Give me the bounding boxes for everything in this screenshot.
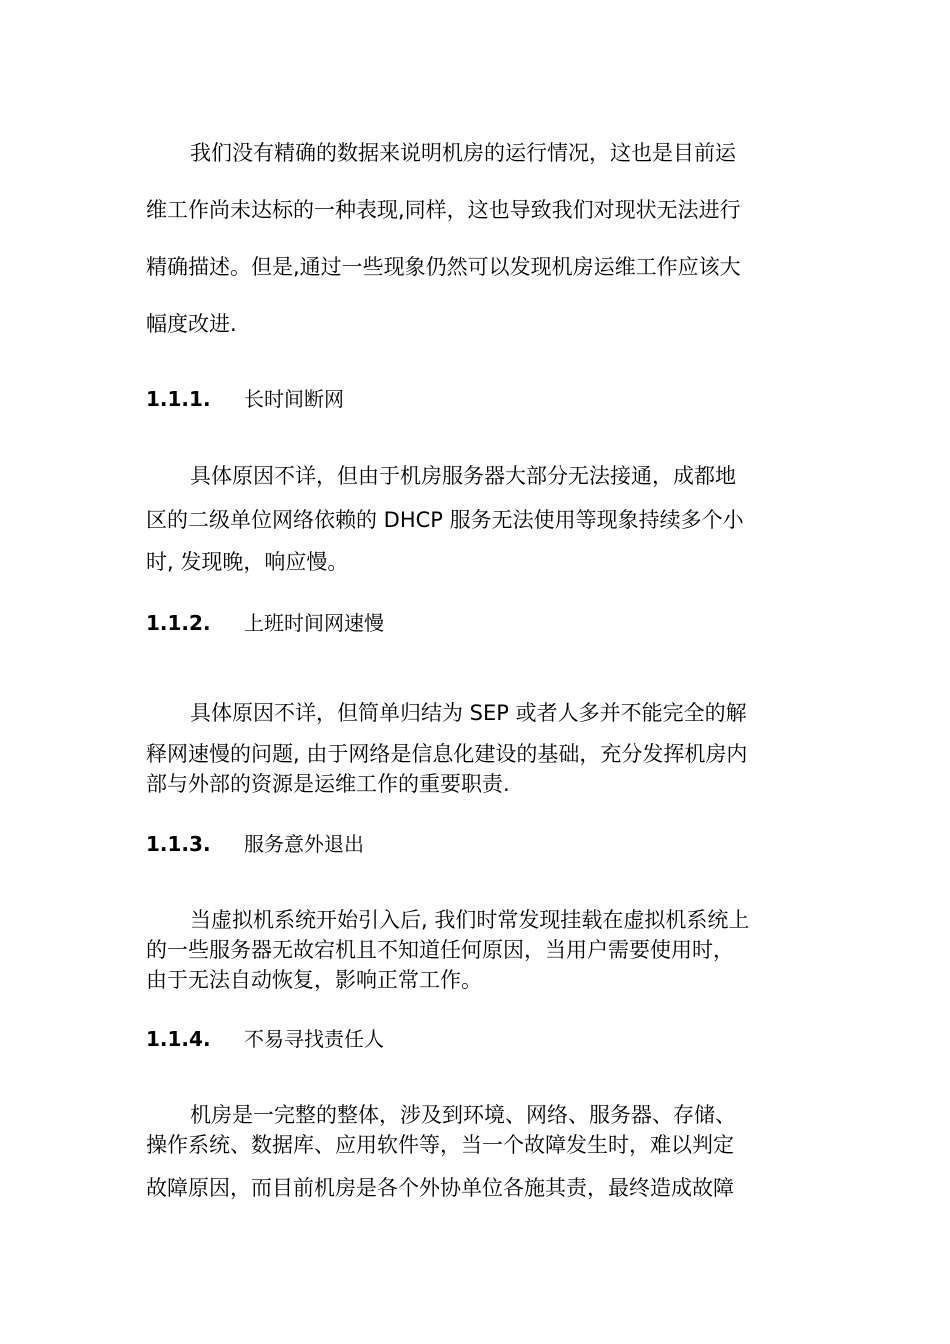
section-3-line-2: 的一些服务器无故宕机且不知道任何原因，当用户需要使用时， <box>146 938 734 962</box>
intro-line-4: 幅度改进. <box>146 312 237 336</box>
intro-line-1: 我们没有精确的数据来说明机房的运行情况，这也是目前运 <box>190 141 736 165</box>
section-heading-1 <box>146 383 344 412</box>
section-4-line-2: 操作系统、数据库、应用软件等，当一个故障发生时，难以判定 <box>146 1133 734 1157</box>
section-number: 1.1.3. <box>146 832 211 856</box>
section-heading-2 <box>146 607 384 636</box>
section-title: 上班时间网速慢 <box>244 611 384 635</box>
intro-line-3: 精确描述。但是,通过一些现象仍然可以发现机房运维工作应该大 <box>146 255 741 279</box>
section-3-line-1: 当虚拟机系统开始引入后, 我们时常发现挂载在虚拟机系统上 <box>190 908 750 932</box>
section-title: 长时间断网 <box>244 387 344 411</box>
section-2-line-2: 释网速慢的问题, 由于网络是信息化建设的基础，充分发挥机房内 <box>146 742 748 766</box>
section-4-line-1: 机房是一完整的整体，涉及到环境、网络、服务器、存储、 <box>190 1103 736 1127</box>
section-title: 服务意外退出 <box>244 832 364 856</box>
section-number: 1.1.1. <box>146 387 211 411</box>
section-heading-4 <box>146 1023 384 1052</box>
section-3-line-3: 由于无法自动恢复，影响正常工作。 <box>146 968 482 992</box>
section-1-line-1: 具体原因不详，但由于机房服务器大部分无法接通，成都地 <box>190 464 736 488</box>
section-heading-3 <box>146 828 364 857</box>
section-1-line-2: 区的二级单位网络依赖的 DHCP 服务无法使用等现象持续多个小 <box>146 508 744 532</box>
section-1-line-3: 时, 发现晚，响应慢。 <box>146 550 349 574</box>
section-title: 不易寻找责任人 <box>244 1027 384 1051</box>
section-number: 1.1.2. <box>146 611 211 635</box>
section-4-line-3: 故障原因，而目前机房是各个外协单位各施其责，最终造成故障 <box>146 1176 734 1200</box>
section-2-line-1: 具体原因不详，但简单归结为 SEP 或者人多并不能完全的解 <box>190 701 747 725</box>
section-2-line-3: 部与外部的资源是运维工作的重要职责. <box>146 772 510 796</box>
section-number: 1.1.4. <box>146 1027 211 1051</box>
intro-line-2: 维工作尚未达标的一种表现,同样，这也导致我们对现状无法进行 <box>146 198 741 222</box>
